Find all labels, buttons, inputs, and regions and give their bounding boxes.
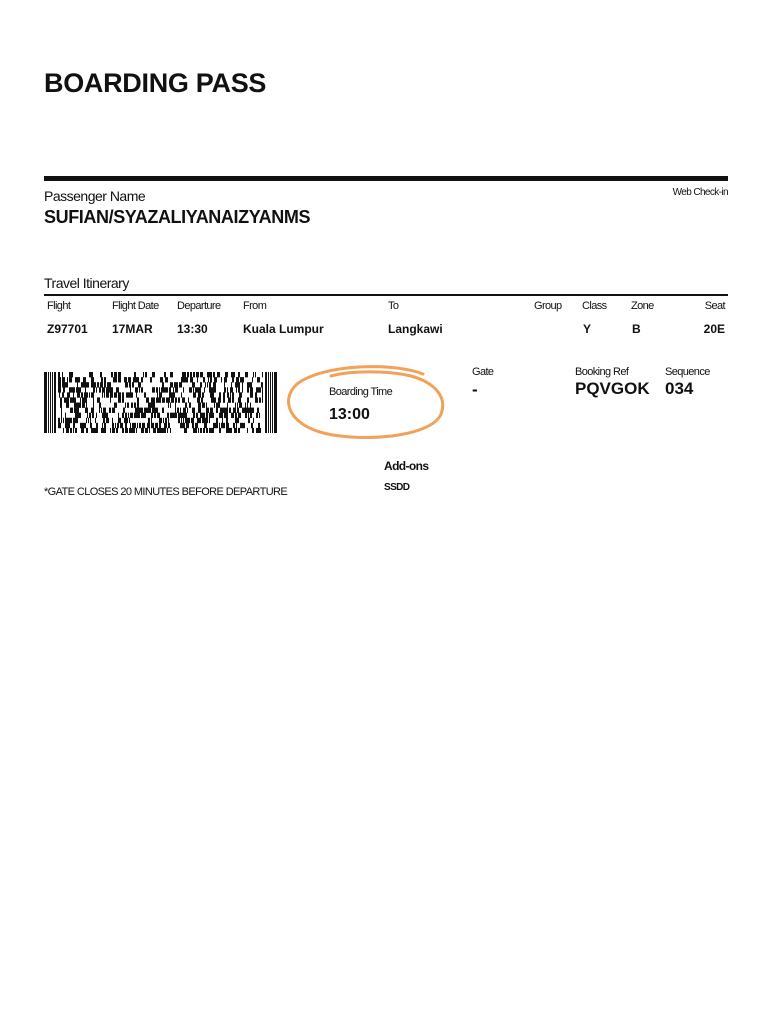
addons-label: Add-ons: [384, 459, 429, 473]
header-flight-date: Flight Date: [112, 300, 159, 312]
boarding-time-value: 13:00: [329, 406, 370, 423]
passenger-name-label: Passenger Name: [44, 188, 146, 204]
highlight-circle: [283, 362, 449, 442]
value-class: Y: [583, 322, 592, 336]
value-flight: Z97701: [47, 322, 88, 336]
sequence-label: Sequence: [665, 366, 710, 378]
header-class: Class: [582, 300, 607, 312]
page-title: BOARDING PASS: [44, 68, 267, 98]
booking-ref-label: Booking Ref: [575, 366, 629, 378]
header-from: From: [243, 300, 267, 312]
header-departure: Departure: [177, 300, 221, 312]
itinerary-divider: [44, 294, 728, 296]
value-departure: 13:30: [177, 322, 208, 336]
header-divider: [44, 176, 728, 181]
header-zone: Zone: [631, 300, 654, 312]
sequence-value: 034: [665, 379, 694, 398]
value-from: Kuala Lumpur: [243, 322, 324, 336]
header-to: To: [388, 300, 399, 312]
value-to: Langkawi: [388, 322, 443, 336]
travel-itinerary-label: Travel Itinerary: [44, 275, 129, 291]
checkin-type: Web Check-in: [672, 187, 728, 198]
passenger-name: SUFIAN/SYAZALIYANAIZYANMS: [44, 207, 311, 227]
boarding-time-label: Boarding Time: [329, 386, 393, 398]
header-flight: Flight: [47, 300, 71, 312]
gate-value: -: [472, 380, 478, 399]
header-seat: Seat: [704, 300, 725, 312]
value-seat: 20E: [703, 322, 725, 336]
addons-value: SSDD: [384, 482, 410, 493]
value-zone: B: [632, 322, 641, 336]
gate-closing-notice: *GATE CLOSES 20 MINUTES BEFORE DEPARTURE: [44, 486, 288, 498]
header-group: Group: [534, 300, 562, 312]
booking-ref-value: PQVGOK: [575, 379, 650, 398]
gate-label: Gate: [472, 366, 494, 378]
value-flight-date: 17MAR: [112, 322, 153, 336]
barcode-image: [44, 372, 278, 433]
